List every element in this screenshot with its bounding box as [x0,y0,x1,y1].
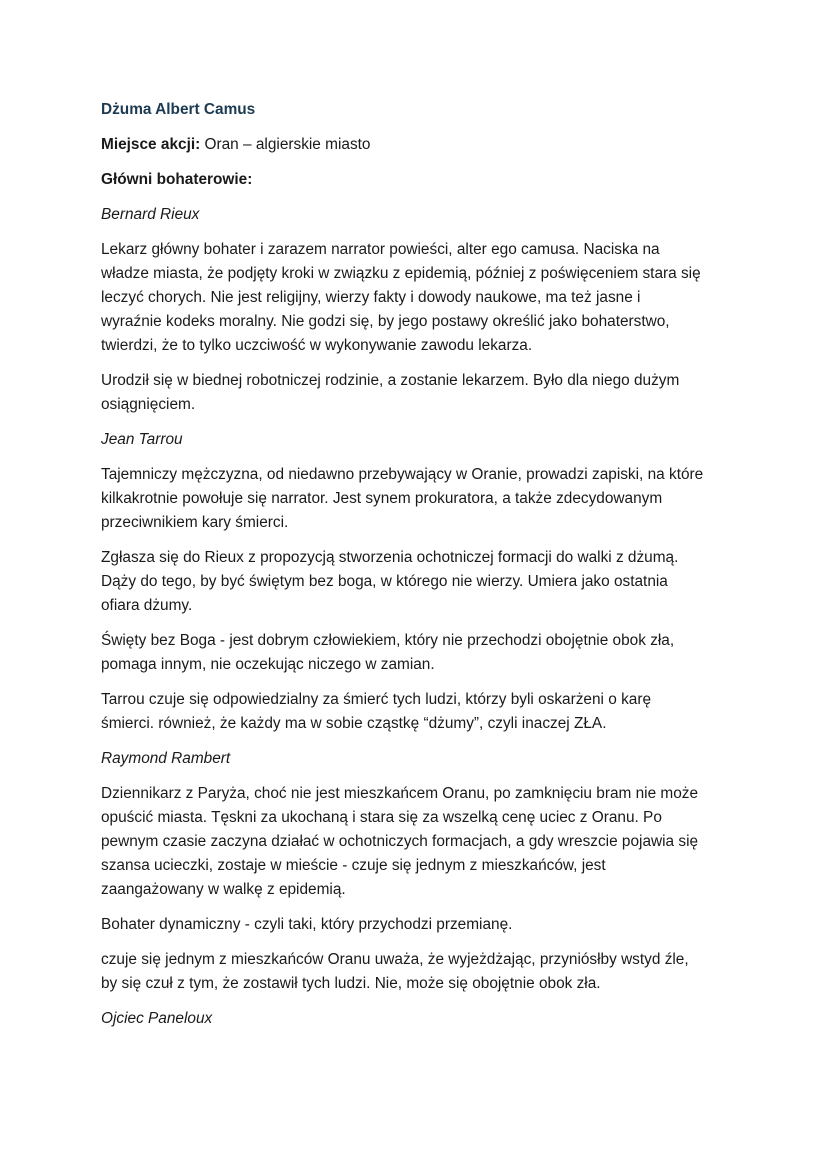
text-line: ofiara dżumy. [101,597,193,614]
text-line: Tarrou czuje się odpowiedzialny za śmierć tych ludzi, którzy byli oskarżeni o karę [101,691,652,708]
character-name: Bernard Rieux [101,206,200,223]
text-line: leczyć chorych. Nie jest religijny, wierzy fakty i dowody naukowe, ma też jasne i [101,289,641,306]
character-name: Ojciec Paneloux [101,1010,213,1027]
text-line: Lekarz główny bohater i zarazem narrator powieści, alter ego camusa. Naciska na [101,241,660,258]
text-line: Urodził się w biednej robotniczej rodzinie, a zostanie lekarzem. Było dla niego dużym [101,372,680,389]
paragraph [101,948,828,996]
text-line: Dziennikarz z Paryża, choć nie jest mieszkańcem Oranu, po zamknięciu bram nie może [101,785,699,802]
text-line: czuje się jednym z mieszkańców Oranu uważa, że wyjeżdżając, przyniósłby wstyd źle, [101,951,689,968]
text-line: Święty bez Boga - jest dobrym człowiekiem, który nie przechodzi obojętnie obok zła, [101,632,675,649]
paragraph [101,913,828,937]
text-line: osiągnięciem. [101,396,196,413]
characters-heading: Główni bohaterowie: [101,171,253,188]
setting-line [101,133,828,157]
document-title: Dżuma Albert Camus [101,101,256,118]
text-line: twierdzi, że to tylko uczciwość w wykonywanie zawodu lekarza. [101,337,533,354]
paragraph [101,463,828,535]
text-line: Zgłasza się do Rieux z propozycją stworzenia ochotniczej formacji do walki z dżumą. [101,549,679,566]
text-line: przeciwnikiem kary śmierci. [101,514,289,531]
text-line: by się czuł z tym, że zostawił tych ludzi. Nie, może się obojętnie obok zła. [101,975,601,992]
character-sections [101,203,828,1031]
paragraph [101,238,828,358]
text-line: kilkakrotnie powołuje się narrator. Jest synem prokuratora, a także zdecydowanym [101,490,663,507]
paragraph [101,688,828,736]
setting-label: Miejsce akcji: [101,136,201,153]
text-line: Dąży do tego, by być świętym bez boga, w którego nie wierzy. Umiera jako ostatnia [101,573,668,590]
paragraph [101,369,828,417]
paragraph [101,546,828,618]
text-line: wyraźnie kodeks moralny. Nie godzi się, by jego postawy określić jako bohaterstwo, [101,313,670,330]
text-line: zaangażowany w walkę z epidemią. [101,881,346,898]
text-line: Bohater dynamiczny - czyli taki, który przychodzi przemianę. [101,916,513,933]
text-line: Tajemniczy mężczyzna, od niedawno przebywający w Oranie, prowadzi zapiski, na które [101,466,704,483]
text-line: pomaga innym, nie oczekując niczego w zamian. [101,656,435,673]
paragraph [101,782,828,902]
character-name: Raymond Rambert [101,750,231,767]
text-line: pewnym czasie zaczyna działać w ochotniczych formacjach, a gdy wreszcie pojawia się [101,833,699,850]
text-line: opuścić miasta. Tęskni za ukochaną i stara się za wszelką cenę uciec z Oranu. Po [101,809,662,826]
paragraph [101,629,828,677]
text-line: szansa ucieczki, zostaje w mieście - czuje się jednym z mieszkańców, jest [101,857,606,874]
text-line: śmierci. również, że każdy ma w sobie cząstkę “dżumy”, czyli inaczej ZŁA. [101,715,607,732]
text-line: władze miasta, że podjęty kroki w związku z epidemią, później z poświęceniem stara się [101,265,701,282]
character-name: Jean Tarrou [101,431,183,448]
setting-value: Oran – algierskie miasto [204,136,371,153]
